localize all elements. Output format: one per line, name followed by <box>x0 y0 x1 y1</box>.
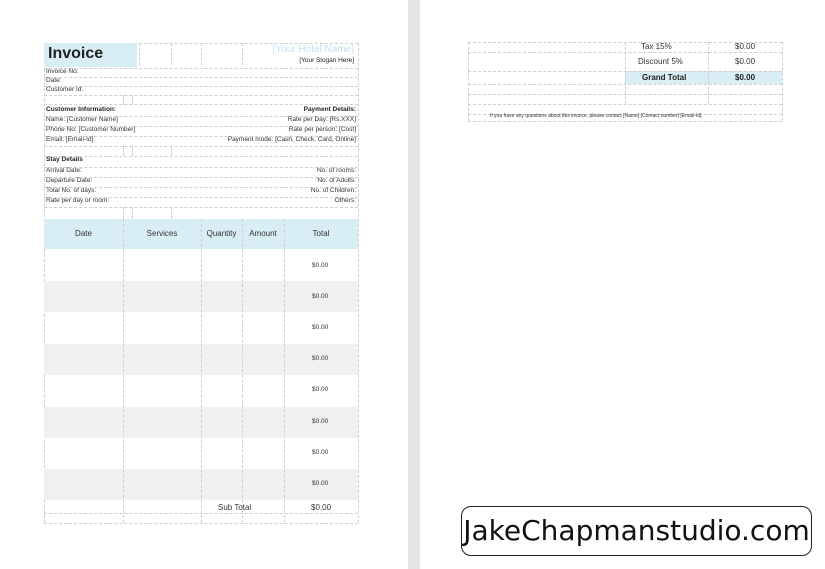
adults-label: No. of Adults: <box>317 177 356 184</box>
grid-line <box>625 42 626 104</box>
hotel-name: [Your Hotel Name] <box>272 44 354 55</box>
footer-note: If you have any questions about this invoice, please contact [Name] [Contact number] [Email-Id] <box>490 113 702 119</box>
invoice-title: Invoice <box>48 45 104 62</box>
customer-phone-field: Phone No: [Customer Number] <box>46 126 136 133</box>
brand-watermark <box>461 506 812 556</box>
customer-id-label: Customer Id: <box>46 86 84 93</box>
grid-line <box>468 121 782 122</box>
row-total: $0.00 <box>312 324 329 331</box>
stay-details-heading: Stay Details <box>46 156 83 163</box>
grid-line <box>242 219 243 513</box>
grid-line <box>44 523 358 524</box>
customer-info-heading: Customer Information: <box>46 106 117 113</box>
discount-value: $0.00 <box>735 57 756 66</box>
grid-line <box>358 43 359 523</box>
row-total: $0.00 <box>312 480 329 487</box>
row-total: $0.00 <box>312 386 329 393</box>
rate-per-person-field: Rate per person: [Cost] <box>288 126 356 133</box>
grand-total-value: $0.00 <box>735 73 756 82</box>
invoice-title-box <box>44 43 137 67</box>
tax-label: Tax 15% <box>641 42 672 51</box>
grid-line <box>201 43 202 65</box>
grid-line <box>44 95 358 96</box>
grid-line <box>44 104 358 105</box>
col-header-services: Services <box>146 229 178 238</box>
grid-line <box>708 42 709 104</box>
tax-value: $0.00 <box>735 42 756 51</box>
grid-line <box>468 42 469 121</box>
customer-name-field: Name: [Customer Name] <box>46 116 118 123</box>
grid-line <box>123 219 124 523</box>
grid-line <box>123 146 124 156</box>
grid-line <box>44 513 358 514</box>
col-header-amount: Amount <box>249 229 277 238</box>
subtotal-value: $0.00 <box>311 503 332 512</box>
total-days-label: Total No. of days: <box>46 187 97 194</box>
grid-line <box>171 43 172 65</box>
subtotal-label: Sub Total <box>218 503 252 512</box>
arrival-date-label: Arrival Date: <box>46 167 82 174</box>
grid-line <box>171 207 172 219</box>
rate-per-room-label: Rate per day or room: <box>46 197 110 204</box>
rooms-label: No. of rooms: <box>316 167 356 174</box>
page-gap <box>408 0 420 569</box>
grid-line <box>44 77 358 78</box>
row-total: $0.00 <box>312 355 329 362</box>
row-total: $0.00 <box>312 449 329 456</box>
others-label: Others: <box>334 197 356 204</box>
grid-line <box>123 207 124 219</box>
grid-line <box>132 207 133 219</box>
brand-text: JakeChapmanstudio.com <box>463 514 810 547</box>
grid-line <box>44 156 358 157</box>
row-total: $0.00 <box>312 293 329 300</box>
col-header-quantity: Quantity <box>206 229 237 238</box>
grid-line <box>201 219 202 513</box>
grid-line <box>44 207 358 208</box>
date-label: Date: <box>46 77 62 84</box>
grid-line <box>468 104 782 105</box>
grid-line <box>44 86 358 87</box>
grid-line <box>44 167 358 168</box>
payment-details-heading: Payment Details: <box>303 106 356 113</box>
departure-date-label: Departure Date: <box>46 177 93 184</box>
grid-line <box>44 68 358 69</box>
discount-label: Discount 5% <box>638 57 683 66</box>
customer-email-field: Email: [Email-Id] <box>46 136 94 143</box>
row-total: $0.00 <box>312 262 329 269</box>
rate-per-day-field: Rate per Day: [Rs.XXX] <box>287 116 356 123</box>
col-header-date: Date <box>75 229 92 238</box>
slogan: [Your Slogan Here] <box>299 57 354 64</box>
payment-mode-field: Payment mode: [Cash, Check, Card, Online] <box>227 136 356 143</box>
col-header-total: Total <box>312 229 330 238</box>
grand-total-label: Grand Total <box>642 73 687 82</box>
grid-line <box>782 42 783 121</box>
children-label: No. of Children: <box>310 187 356 194</box>
row-total: $0.00 <box>312 418 329 425</box>
invoice-sheet <box>44 43 358 523</box>
invoice-no-label: Invoice No: <box>46 68 79 75</box>
grid-line <box>171 146 172 156</box>
totals-block <box>468 42 782 122</box>
grid-line <box>139 43 140 65</box>
grid-line <box>132 146 133 156</box>
grid-line <box>284 219 285 523</box>
grid-line <box>242 43 243 65</box>
grid-line <box>44 146 358 147</box>
